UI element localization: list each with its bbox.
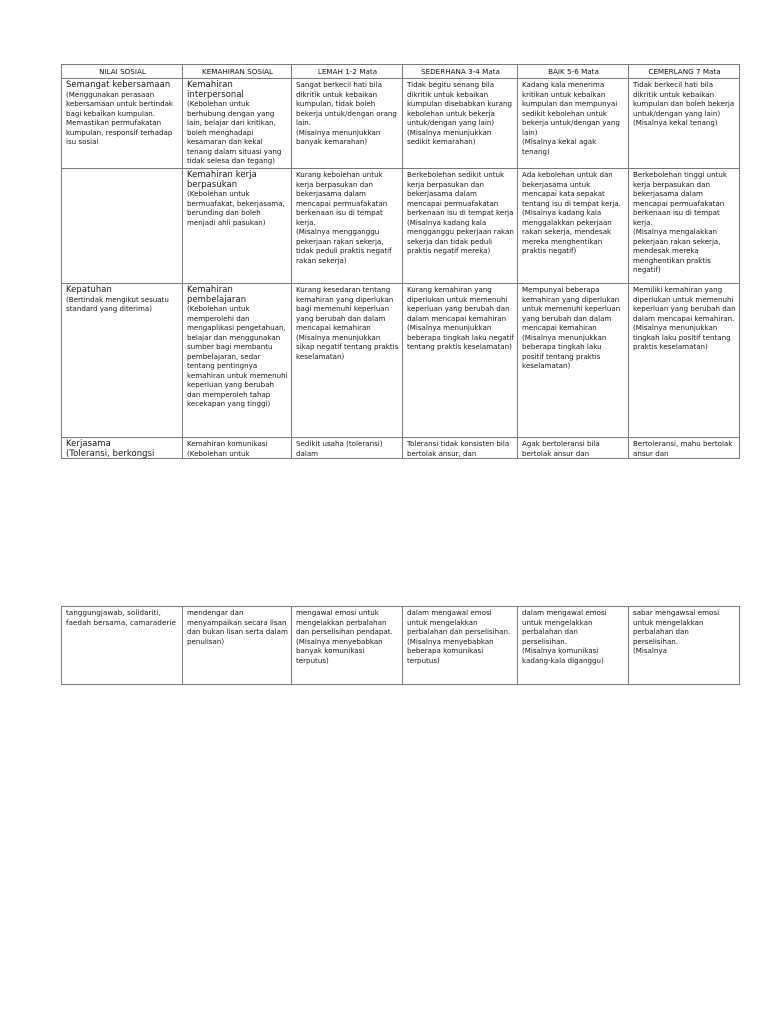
lemah-cell: Kurang kebolehan untuk kerja berpasukan dan bekerjasama dalam mencapai permuafakatan berkenaan isu di tempat kerja. (Misalnya mengganggu pekerjaan rakan sekerja, tidak peduli praktis negatif rakan sekerja)	[292, 169, 403, 284]
baik-cell: Mempunyai beberapa kemahiran yang diperlukan untuk memenuhi keperluan yang berubah dan dalam mencapai kemahiran (Misalnya menunjukkan beberapa tingkah laku positif tentang praktis keselamatan)	[518, 284, 629, 438]
lemah-cell: mengawal emosi untuk mengelakkan perbalahan dan perselisihan pendapat. (Misalnya menyebabkan banyak komunikasi terputus)	[292, 607, 403, 685]
nilai-cell: tanggungjawab, solidariti, faedah bersama, camaraderie	[62, 607, 183, 685]
sederhana-cell: Berkebolehan sedikit untuk kerja berpasukan dan bekerjasama dalam mencapai permuafakatan berkenaan isu di tempat kerja (Misalnya kadang kala mengganggu pekerjaan rakan sekerja dan tidak peduli praktis negatif mereka)	[403, 169, 518, 284]
nilai-cell	[62, 79, 183, 169]
nilai-desc: (Toleransi, berkongsi	[66, 447, 155, 458]
lemah-cell: Sangat berkecil hati bila dikritik untuk kebaikan kumpulan, tidak boleh bekerja untuk/dengan orang lain. (Misalnya menunjukkan banyak kemarahan)	[292, 79, 403, 169]
header-nilai-sosial: NILAI SOSIAL	[62, 65, 183, 79]
sederhana-cell: Toleransi tidak konsisten bila bertolak ansur, dan	[403, 438, 518, 459]
cemerlang-cell: sabar mengawsal emosi untuk mengelakkan perbalahan dan perselisihan. (Misalnya	[629, 607, 740, 685]
header-row	[62, 65, 740, 79]
kemahiran-desc: (Kebolehan untuk memperolehi dan mengaplikasi pengetahuan, belajar dan menggunakan sumber bagi membantu pembelajaran, sedar tentang pentingnya kemahiran untuk memenuhi keperluan yang berubah dan memperoleh tahap kecekapan yang tinggi)	[187, 304, 288, 409]
kemahiran-cell	[183, 438, 292, 459]
kemahiran-cell	[183, 284, 292, 438]
table-row	[62, 607, 740, 685]
baik-cell: Ada kebolehan untuk dan bekerjasama untuk mencapai kata sepakat tentang isu di tempat kerja. (Misalnya kadang kala menggalakkan pekerjaan rakan sekerja, mendesak mereka menghentikan praktis negatif)	[518, 169, 629, 284]
nilai-title: Kepatuhan	[66, 284, 112, 294]
nilai-desc: (Menggunakan perasaan kebersamaan untuk bertindak bagi kebaikan kumpulan. Memastikan permufakatan kumpulan, responsif terhadap isu sosial	[66, 89, 174, 147]
kemahiran-cell: mendengar dan menyampaikan secara lisan dan bukan lisan serta dalam penulisan)	[183, 607, 292, 685]
table-row	[62, 284, 740, 438]
rubric-table-bottom	[61, 606, 740, 685]
kemahiran-title: Kemahiran kerja berpasukan	[187, 169, 257, 189]
cemerlang-cell: Bertoleransi, mahu bertolak ansur dan	[629, 438, 740, 459]
header-sederhana: SEDERHANA 3-4 Mata	[403, 65, 518, 79]
header-lemah: LEMAH 1-2 Mata	[292, 65, 403, 79]
table-row	[62, 79, 740, 169]
kemahiran-title: Kemahiran interpersonal	[187, 79, 244, 99]
table-row	[62, 169, 740, 284]
baik-cell: dalam mengawal emosi untuk mengelakkan perbalahan dan perselisihan. (Misalnya komunikasi kadang-kala diganggu)	[518, 607, 629, 685]
baik-cell: Agak bertoleransi bila bertolak ansur dan	[518, 438, 629, 459]
nilai-desc: (Bertindak mengikut sesuatu standard yang diterima)	[66, 294, 169, 314]
kemahiran-title: Kemahiran pembelajaran	[187, 284, 247, 304]
lemah-cell: Sedikit usaha (toleransi) dalam	[292, 438, 403, 459]
nilai-title: Kerjasama	[66, 438, 111, 448]
kemahiran-title: Kemahiran komunikasi	[187, 439, 268, 448]
table-row	[62, 438, 740, 459]
kemahiran-cell	[183, 169, 292, 284]
sederhana-cell: dalam mengawal emosi untuk mengelakkan perbalahan dan perselisihan. (Misalnya menyebabkan beberapa komunikasi terputus)	[403, 607, 518, 685]
baik-cell: Kadang kala menerima kritikan untuk kebaikan kumpulan dan mempunyai sedikit kebolehan untuk bekerja untuk/dengan yang lain) (Misalnya kekal agak tenang)	[518, 79, 629, 169]
cemerlang-cell: Tidak berkecil hati bila dikritik untuk kebaikan kumpulan dan boleh bekerja untuk/dengan yang lain) (Misalnya kekal tenang)	[629, 79, 740, 169]
cemerlang-cell: Memiliki kemahiran yang diperlukan untuk memenuhi keperluan yang berubah dan dalam mencapai kemahiran. (Misalnya menunjukkan tingkah laku positif tentang praktis keselamatan)	[629, 284, 740, 438]
header-cemerlang: CEMERLANG 7 Mata	[629, 65, 740, 79]
rubric-table-top	[61, 64, 740, 459]
lemah-cell: Kurang kesedaran tentang kemahiran yang diperlukan bagi memenuhi keperluan yang berubah dan dalam mencapai kemahiran (Misalnya menunjukkan sikap negatif tentang praktis keselamatan)	[292, 284, 403, 438]
header-baik: BAIK 5-6 Mata	[518, 65, 629, 79]
nilai-cell	[62, 284, 183, 438]
kemahiran-desc: (Kebolehan untuk	[187, 448, 250, 458]
nilai-cell	[62, 169, 183, 284]
kemahiran-cell	[183, 79, 292, 169]
cemerlang-cell: Berkebolehan tinggi untuk kerja berpasukan dan bekerjasama dalam mencapai permuafakatan berkenaan isu di tempat kerja. (Misalnya mengalakkan pekerjaan rakan sekerja, mendesak mereka menghentikan praktis negatif)	[629, 169, 740, 284]
nilai-cell	[62, 438, 183, 459]
kemahiran-desc: (Kebolehan untuk berhubung dengan yang lain, belajar dari kritikan, boleh menghadapi kesamaran dan kekal tenang dalam situasi yang tidak selesa dan tegang)	[187, 99, 282, 166]
nilai-title: Semangat kebersamaan	[66, 79, 171, 89]
sederhana-cell: Kurang kemahiran yang diperlukan untuk memenuhi keperluan yang berubah dan dalam mencapai kemahiran (Misalnya menunjukkan beberapa tingkah laku negatif tentang praktis keselamatan)	[403, 284, 518, 438]
header-kemahiran-sosial: KEMAHIRAN SOSIAL	[183, 65, 292, 79]
sederhana-cell: Tidak begitu senang bila dikritik untuk kebaikan kumpulan disebabkan kurang kebolehan untuk bekerja untuk/dengan yang lain) (Misalnya menunjukkan sedikit kemarahan)	[403, 79, 518, 169]
kemahiran-desc: (Kebolehan untuk bermuafakat, bekerjasama, berunding dan boleh menjadi ahli pasukan)	[187, 189, 285, 227]
